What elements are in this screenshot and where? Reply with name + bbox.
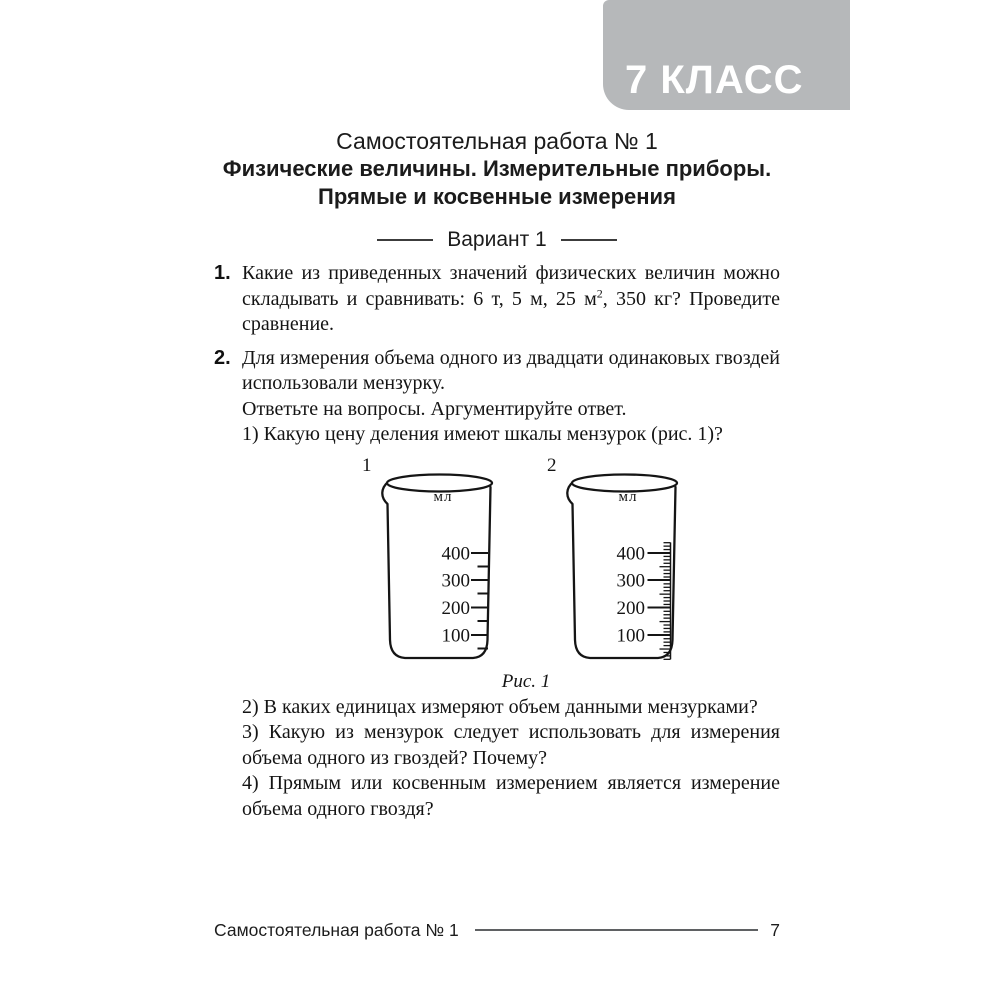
beaker-2-scale-300: 300	[616, 570, 645, 591]
worksheet-subtitle-line2: Прямые и косвенные измерения	[318, 184, 676, 209]
question-2-intro: Для измерения объема одного из двадцати одинаковых гвоздей использовали мензурку.	[242, 346, 780, 394]
beaker-1-number: 1	[362, 454, 372, 476]
question-2-number: 2.	[214, 346, 231, 369]
question-2-sub4: 4) Прямым или косвенным измерением является измерение объема одного гвоздя?	[242, 772, 780, 820]
footer	[214, 919, 780, 941]
question-2	[214, 346, 780, 823]
variant-label: Вариант 1	[447, 228, 547, 251]
question-1-paragraph: Какие из приведенных значений физических величин можно складывать и сравнивать: 6 т, 5 м, 25 $м^2$, 350 кг? Проведите сравнение.	[242, 262, 780, 335]
footer-title: Самостоятельная работа № 1	[214, 920, 459, 940]
variant-rule-right	[561, 239, 617, 241]
beaker-1-scale-200: 200	[441, 597, 470, 619]
beaker-2-unit-label: мл	[618, 488, 638, 505]
page-content	[214, 127, 780, 822]
beaker-2-scale-100: 100	[616, 625, 645, 646]
question-2-sub1: 1) Какую цену деления имеют шкалы мензурок (рис. 1)?	[242, 423, 723, 445]
beaker-1-scale-300: 300	[441, 570, 470, 591]
beaker-2-scale-200: 200	[616, 597, 645, 619]
worksheet-subtitle-line1: Физические величины. Измерительные приборы.	[222, 156, 772, 181]
question-1-text	[242, 261, 780, 338]
beaker-2	[567, 474, 677, 659]
beaker-1-unit-label: мл	[433, 488, 453, 505]
figure-caption: Рис. 1	[501, 670, 551, 692]
question-2-sub2: 2) В каких единицах измеряют объем данными мензурками?	[242, 695, 758, 718]
variant-heading	[214, 227, 780, 253]
question-1	[214, 261, 780, 338]
beaker-1-body	[382, 482, 490, 658]
worksheet-title: Самостоятельная работа № 1	[336, 128, 658, 154]
beakers-figure	[356, 454, 696, 669]
page-number: 7	[770, 920, 780, 940]
beaker-1	[382, 474, 492, 658]
question-2-text	[242, 346, 780, 823]
question-2-sub3: 3) Какую из мензурок следует использовать для измерения объема одного из гвоздей? Почему?	[242, 721, 780, 769]
beaker-1-scale-100: 100	[441, 625, 470, 646]
question-1-number: 1.	[214, 262, 231, 284]
beaker-2-number: 2	[547, 454, 557, 476]
footer-rule	[475, 929, 759, 931]
beaker-2-scale-400: 400	[616, 543, 645, 564]
grade-banner-label: 7 КЛАСС	[625, 58, 804, 102]
grade-banner	[603, 0, 850, 110]
beaker-1-scale-400: 400	[441, 543, 470, 564]
question-2-instruction: Ответьте на вопросы. Аргументируйте ответ.	[242, 397, 627, 420]
figure-1	[356, 454, 696, 693]
superscript-2: 2	[596, 285, 603, 300]
variant-rule-left	[377, 239, 433, 241]
